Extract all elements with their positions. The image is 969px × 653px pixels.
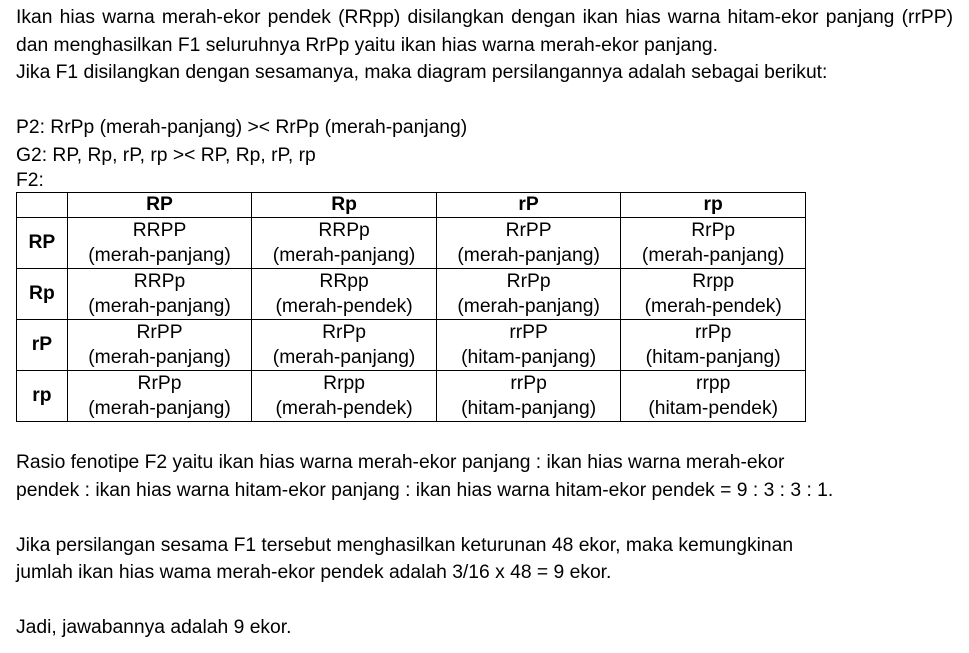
phenotype: (merah-pendek) — [275, 296, 413, 317]
punnett-row — [17, 269, 806, 320]
intro-line-3: Jika F1 disilangkan dengan sesamanya, maka diagram persilangannya adalah sebagai berikut: — [16, 62, 828, 83]
genotype: Rrpp — [692, 271, 735, 292]
spacer — [16, 504, 953, 532]
answer-line: Jadi, jawabannya adalah 9 ekor. — [16, 617, 292, 638]
offspring-paragraph — [16, 532, 953, 587]
phenotype: (hitam-panjang) — [461, 347, 597, 368]
column-header: Rp — [252, 193, 437, 218]
genotype: RRPP — [132, 220, 187, 241]
punnett-square — [16, 192, 806, 422]
row-header: RP — [17, 218, 68, 269]
genotype: RrPp — [322, 322, 367, 343]
phenotype: (merah-panjang) — [457, 245, 600, 266]
phenotype: (merah-panjang) — [272, 245, 416, 266]
genotype: rrPp — [694, 322, 732, 343]
phenotype: (merah-panjang) — [88, 296, 231, 317]
punnett-cell — [67, 371, 252, 422]
genotype: RrPp — [506, 271, 551, 292]
offspring-line-2: jumlah ikan hias wama merah-ekor pendek adalah 3/16 x 48 = 9 ekor. — [16, 562, 612, 583]
punnett-cell — [436, 371, 621, 422]
punnett-cell — [252, 218, 437, 269]
punnett-cell — [621, 320, 806, 371]
punnett-cell — [436, 320, 621, 371]
phenotype: (hitam-panjang) — [645, 347, 781, 368]
ratio-line-1: Rasio fenotipe F2 yaitu ikan hias warna merah-ekor panjang : ikan hias warna merah-ekor — [16, 452, 785, 473]
genotype: RrPp — [691, 220, 736, 241]
genotype: RrPP — [136, 322, 183, 343]
genotype: RRPp — [133, 271, 186, 292]
phenotype: (merah-panjang) — [88, 347, 231, 368]
punnett-row — [17, 371, 806, 422]
ratio-line-2: pendek : ikan hias warna hitam-ekor panjang : ikan hias warna hitam-ekor pendek = 9 : 3 : 3 : 1. — [16, 479, 834, 501]
genotype: RRpp — [319, 271, 369, 292]
punnett-cell — [67, 320, 252, 371]
genotype: rrPP — [509, 322, 548, 343]
genotype: rrpp — [696, 373, 731, 394]
ratio-paragraph — [16, 449, 953, 504]
punnett-cell — [621, 269, 806, 320]
phenotype: (hitam-panjang) — [461, 398, 597, 419]
spacer — [16, 422, 953, 449]
punnett-corner — [17, 193, 68, 218]
intro-line-1: Ikan hias warna merah-ekor pendek (RRpp) disilangkan dengan ikan hias warna hitam-ekor — [16, 7, 819, 28]
genotype: RrPp — [137, 373, 182, 394]
punnett-cell — [67, 218, 252, 269]
punnett-cell — [621, 371, 806, 422]
phenotype: (merah-panjang) — [641, 245, 785, 266]
punnett-cell — [252, 371, 437, 422]
row-header: rP — [17, 320, 68, 371]
genotype: RRPp — [318, 220, 370, 241]
punnett-row — [17, 218, 806, 269]
punnett-cell — [252, 269, 437, 320]
p2-line: P2: RrPp (merah-panjang) >< RrPp (merah-panjang) — [16, 117, 468, 138]
punnett-cell — [436, 269, 621, 320]
row-header: Rp — [17, 269, 68, 320]
intro-paragraph — [16, 4, 953, 87]
genotype: RrPP — [505, 220, 552, 241]
punnett-cell — [252, 320, 437, 371]
phenotype: (merah-panjang) — [88, 245, 231, 266]
offspring-line-1: Jika persilangan sesama F1 tersebut menghasilkan keturunan 48 ekor, maka kemungkinan — [16, 534, 794, 556]
g2-line: G2: RP, Rp, rP, rp >< RP, Rp, rP, rp — [16, 144, 316, 166]
document-body — [16, 4, 953, 642]
phenotype: (merah-pendek) — [644, 296, 782, 317]
punnett-cell — [436, 218, 621, 269]
spacer — [16, 587, 953, 615]
row-header: rp — [17, 371, 68, 422]
genotype: Rrpp — [323, 373, 365, 394]
phenotype: (merah-panjang) — [272, 347, 416, 368]
phenotype: (merah-panjang) — [88, 398, 231, 419]
phenotype: (hitam-pendek) — [648, 398, 779, 419]
intro-line-2: panjang (rrPP) dan menghasilkan F1 seluruhnya RrPp yaitu ikan hias warna merah-ekor panjang. — [16, 7, 954, 56]
column-header: rP — [436, 193, 621, 218]
phenotype: (merah-panjang) — [457, 296, 600, 317]
punnett-cell — [67, 269, 252, 320]
spacer — [16, 87, 953, 115]
f2-label: F2: — [16, 170, 44, 191]
punnett-cell — [621, 218, 806, 269]
punnett-header-row — [17, 193, 806, 218]
column-header: RP — [67, 193, 252, 218]
column-header: rp — [621, 193, 806, 218]
genotype: rrPp — [510, 373, 547, 394]
phenotype: (merah-pendek) — [275, 398, 413, 419]
punnett-row — [17, 320, 806, 371]
